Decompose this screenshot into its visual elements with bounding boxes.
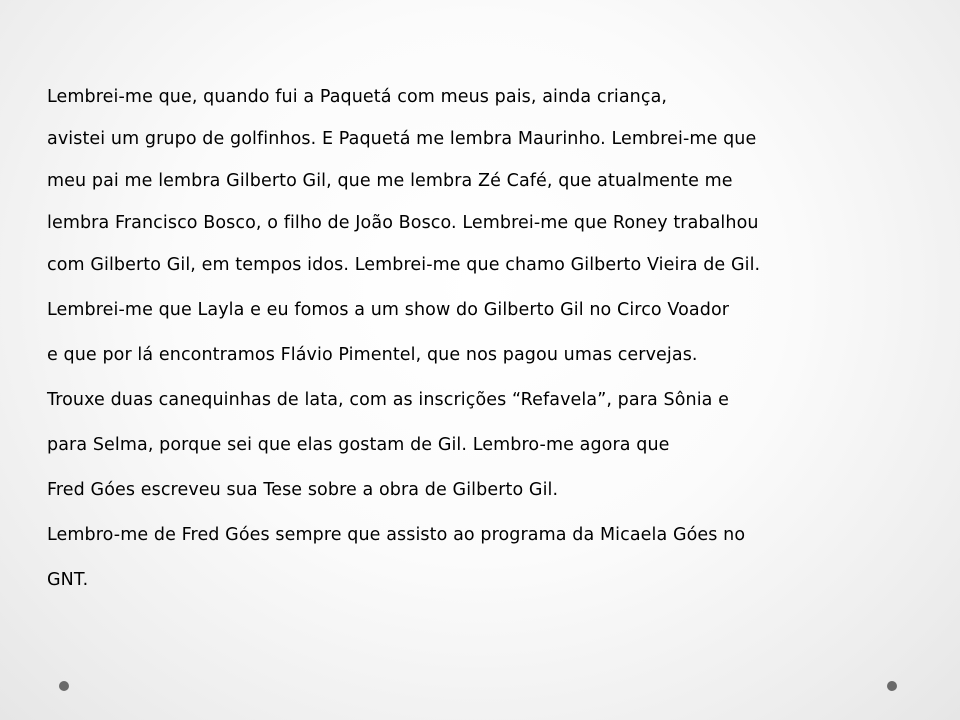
- text-line: com Gilberto Gil, em tempos idos. Lembrei-me que chamo Gilberto Vieira de Gil.: [47, 255, 761, 275]
- text-line: Lembrei-me que Layla e eu fomos a um show do Gilberto Gil no Circo Voador: [47, 300, 730, 320]
- text-line: Fred Góes escreveu sua Tese sobre a obra de Gilberto Gil.: [47, 480, 559, 500]
- text-line: avistei um grupo de golfinhos. E Paquetá me lembra Maurinho. Lembrei-me que: [47, 129, 757, 149]
- text-line: Trouxe duas canequinhas de lata, com as inscrições “Refavela”, para Sônia e: [47, 390, 730, 410]
- bullet-dot-icon: [59, 681, 69, 691]
- text-line: Lembro-me de Fred Góes sempre que assisto ao programa da Micaela Góes no: [47, 525, 746, 545]
- text-line: meu pai me lembra Gilberto Gil, que me lembra Zé Café, que atualmente me: [47, 171, 733, 191]
- text-line: e que por lá encontramos Flávio Pimentel, que nos pagou umas cervejas.: [47, 345, 698, 365]
- text-line: GNT.: [47, 570, 89, 590]
- text-line: Lembrei-me que, quando fui a Paquetá com meus pais, ainda criança,: [47, 87, 668, 107]
- text-line: para Selma, porque sei que elas gostam de Gil. Lembro-me agora que: [47, 435, 670, 455]
- bullet-dot-icon: [887, 681, 897, 691]
- body-text: [47, 76, 927, 604]
- text-line: lembra Francisco Bosco, o filho de João Bosco. Lembrei-me que Roney trabalhou: [47, 213, 759, 233]
